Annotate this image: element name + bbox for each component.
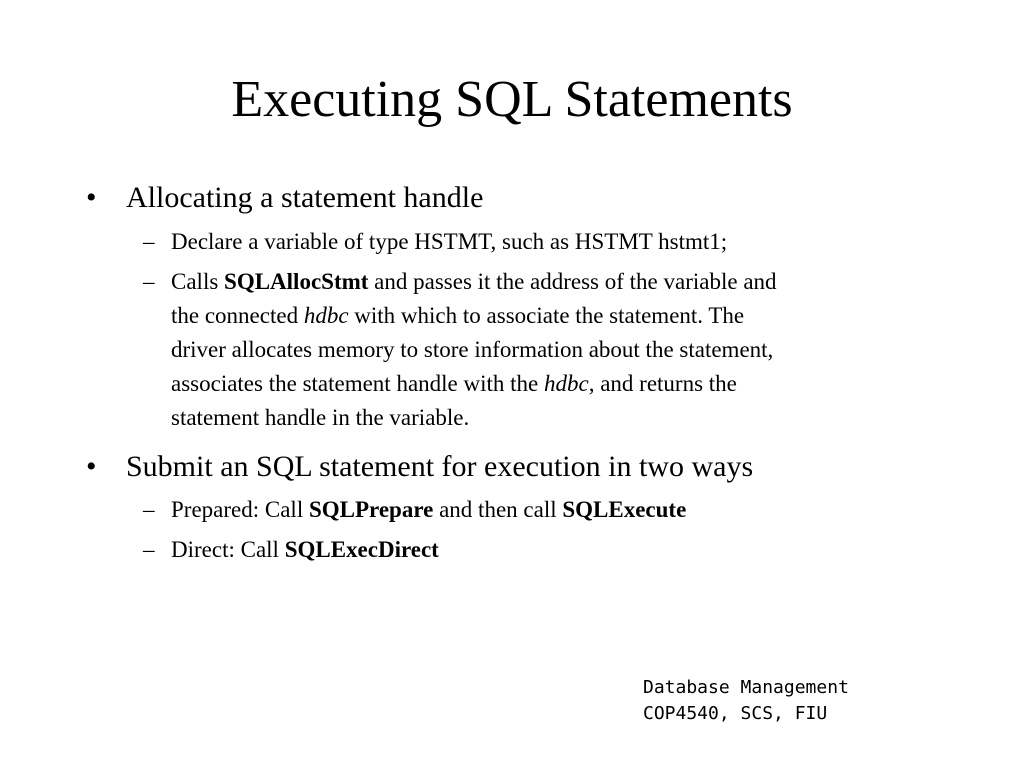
- dash-marker: –: [143, 269, 155, 294]
- bullet-text: Allocating a statement handle: [126, 181, 484, 214]
- bullet-marker: •: [86, 450, 97, 483]
- function-name-sqlexecute: SQLExecute: [562, 497, 687, 522]
- slide-title: Executing SQL Statements: [231, 71, 793, 128]
- dash-marker: –: [143, 537, 155, 562]
- sub-item-paragraph: [171, 265, 777, 435]
- text-run: Calls: [171, 269, 225, 294]
- sub-item-text: [171, 533, 439, 567]
- function-name-sqlexecdirect: SQLExecDirect: [284, 537, 439, 562]
- sub-item-text: Declare a variable of type HSTMT, such as HSTMT hstmt1;: [171, 229, 728, 254]
- function-name-sqlprepare: SQLPrepare: [308, 497, 434, 522]
- text-run: Direct: Call: [171, 537, 285, 562]
- text-run: and passes it the address of the variable and: [368, 269, 777, 294]
- paragraph-line: [171, 299, 777, 333]
- paragraph-line: [171, 333, 777, 367]
- bullet-marker: •: [86, 181, 97, 214]
- text-run: and then call: [433, 497, 563, 522]
- text-run: associates the statement handle with the: [171, 371, 544, 396]
- text-run: the connected: [171, 303, 304, 328]
- paragraph-line: [171, 401, 777, 435]
- dash-marker: –: [143, 229, 155, 254]
- sub-item-text: [171, 493, 686, 527]
- term-hdbc: hdbc: [544, 371, 589, 396]
- paragraph-line: [171, 367, 777, 401]
- bullet-text: Submit an SQL statement for execution in two ways: [126, 450, 754, 483]
- text-run: statement handle in the variable.: [171, 405, 470, 430]
- function-name-sqlallocstmt: SQLAllocStmt: [224, 269, 369, 294]
- text-run: , and returns the: [588, 371, 737, 396]
- text-run: with which to associate the statement. The: [348, 303, 745, 328]
- dash-marker: –: [143, 497, 155, 522]
- footer-course-name: Database Management: [643, 677, 849, 698]
- slide-footer: [643, 675, 849, 727]
- text-run: Prepared: Call: [171, 497, 309, 522]
- text-run: driver allocates memory to store information about the statement,: [171, 337, 774, 362]
- footer-course-code: COP4540, SCS, FIU: [643, 703, 828, 724]
- paragraph-line: [171, 265, 777, 299]
- term-hdbc: hdbc: [303, 303, 349, 328]
